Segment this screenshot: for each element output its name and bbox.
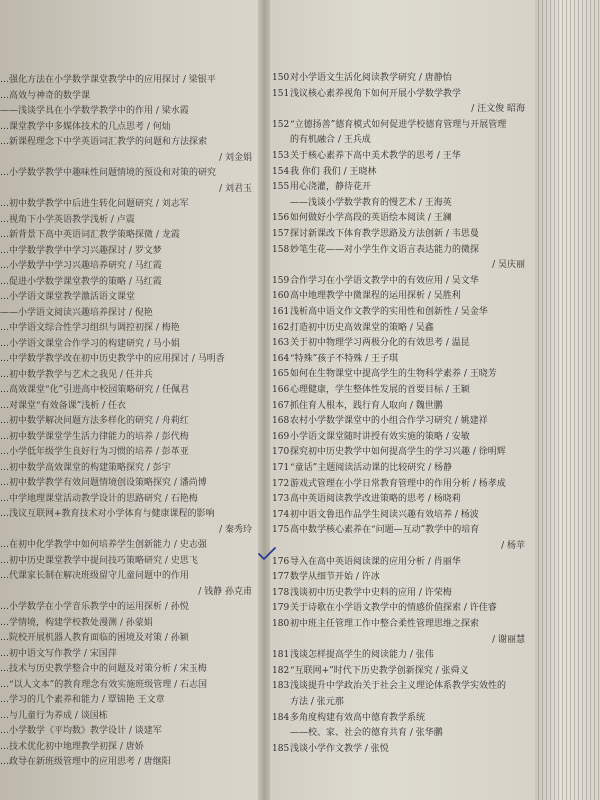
checkmark-icon	[258, 547, 276, 561]
toc-entry-title: 抓住育人根本，践行育人取向 / 魏世鹏	[290, 400, 443, 411]
toc-entry	[272, 244, 535, 256]
toc-entry-title: 小学语文课堂随时讲授有效实施的策略 / 安敏	[290, 431, 470, 442]
toc-entry-title: 多角度构建有效高中德育教学系统	[290, 712, 426, 723]
toc-entry	[272, 743, 535, 755]
toc-page-number: 150	[272, 73, 290, 83]
toc-entry-left: …初中数学教学中后进生转化问题研究 / 刘志军	[0, 199, 189, 209]
toc-entry-left: …强化方法在小学数学课堂教学中的应用探讨 / 梁银平	[0, 75, 216, 85]
toc-page-number: 160	[272, 291, 290, 302]
toc-entry-left: ——小学语文阅读兴趣培养探讨 / 倪艳	[0, 307, 153, 318]
toc-entry	[272, 384, 535, 396]
toc-entry-title: 高中数学核心素养在“问题—互动”教学中的培育	[290, 525, 480, 536]
toc-entry-left: …中学数学教学中学习兴趣探讨 / 罗文梦	[0, 245, 162, 256]
toc-entry	[272, 509, 535, 521]
toc-entry-left: …中学语文综合性学习组织与调控初探 / 梅艳	[0, 323, 180, 333]
toc-entry	[272, 212, 535, 224]
toc-entry-left: / 刘君玉	[219, 183, 252, 194]
toc-entry-title: 打造初中历史高效课堂的策略 / 吴鑫	[290, 322, 434, 333]
toc-entry-title: 合作学习在小学语文教学中的有效应用 / 吴文华	[290, 275, 479, 286]
toc-entry-title: 如何做好小学高段的英语绘本阅读 / 王澜	[290, 213, 452, 224]
toc-entry	[272, 166, 535, 178]
toc-page-number: 153	[272, 151, 290, 161]
toc-page-number: 159	[272, 275, 290, 286]
toc-entry-title: 关于诗歌在小学语文教学中的情感价值探索 / 许佳睿	[290, 603, 497, 614]
toc-page-number: 158	[272, 244, 290, 255]
toc-entry-title: 初中班主任管理工作中整合柔性管理思维之探索	[290, 619, 480, 629]
toc-entry-left: …技术优化初中地理教学初探 / 唐娇	[0, 741, 144, 752]
toc-entry-left: …对课堂“有效备课”浅析 / 任衣	[0, 400, 126, 411]
toc-page-number: 184	[272, 712, 290, 723]
toc-entry-title: 高中英语阅读教学改进策略的思考 / 杨晓莉	[290, 494, 461, 505]
toc-entry-left: …学情境，构建学校教处漫测 / 孙蒙娟	[0, 617, 153, 628]
toc-entry	[272, 134, 535, 146]
toc-page-number: 167	[272, 400, 290, 411]
toc-page-number: 185	[272, 743, 290, 754]
toc-entry-left: …小学数学中学习兴趣培养研究 / 马红霞	[0, 261, 162, 271]
toc-entry-left: …小学低年级学生良好行为习惯的培养 / 彭革亚	[0, 447, 189, 457]
toc-page-number: 163	[272, 338, 290, 349]
toc-entry-title: 数学从细节开始 / 许冰	[290, 572, 380, 583]
toc-entry-title: 浅谈提升中学政治关于社会主义理论体系教学实效性的	[290, 681, 507, 692]
toc-entry-title: ——浅谈小学数学教育的慢艺术 / 王海英	[290, 197, 452, 208]
toc-entry	[272, 524, 535, 536]
toc-entry	[272, 462, 535, 474]
toc-entry	[272, 353, 535, 365]
toc-entry	[272, 337, 535, 349]
toc-page-number: 172	[272, 478, 290, 489]
toc-entry-title: “童话”主题阅读活动课的比较研究 / 杨静	[290, 463, 452, 473]
toc-entry	[272, 431, 535, 443]
toc-page-number: 170	[272, 447, 290, 458]
page-edges-shadow	[535, 0, 600, 800]
toc-entry-title: ——校、家、社会的德育共育 / 张华鹏	[290, 728, 443, 739]
toc-entry-left: …视角下小学英语教学浅析 / 卢震	[0, 214, 135, 225]
toc-entry-title: 游戏式管理在小学日常教育管理中的作用分析 / 杨孝成	[290, 478, 506, 489]
toc-entry-title: 初中语文鲁迅作品学生阅读兴趣有效培养 / 杨波	[290, 509, 479, 520]
toc-page-number: 180	[272, 619, 290, 629]
toc-entry-title: / 吴庆丽	[492, 260, 525, 271]
toc-page-number: 152	[272, 119, 290, 130]
toc-entry	[272, 696, 535, 708]
toc-entry-left: …新课程理念下中学英语词汇教学的问题和方法探索	[0, 137, 208, 147]
toc-entry-title: 探讨新课改下体育教学思路及方法创新 / 韦思曼	[290, 229, 479, 239]
toc-entry-left: …小学语文课堂教学激活语文课堂	[0, 292, 136, 302]
toc-page-number: 154	[272, 166, 290, 177]
toc-page-number: 157	[272, 229, 290, 239]
toc-entry-left: …中学地理课堂活动教学设计的思路研究 / 石艳梅	[0, 493, 198, 504]
toc-entry	[272, 181, 535, 193]
toc-page-number: 156	[272, 213, 290, 224]
toc-page-number: 171	[272, 463, 290, 473]
toc-entry-left: …促进小学数学课堂教学的策略 / 马红霞	[0, 276, 162, 287]
toc-entry	[272, 415, 535, 427]
toc-entry-title: 妙笔生花——对小学生作文语言表达能力的微探	[290, 244, 480, 255]
toc-entry-title: 浅谈怎样提高学生的阅读能力 / 张伟	[290, 650, 434, 661]
toc-entry-title: 高中地理教学中微课程的运用探析 / 吴胜利	[290, 291, 461, 302]
toc-entry	[272, 680, 535, 692]
toc-page-number: 168	[272, 416, 290, 427]
toc-entry	[272, 306, 535, 318]
toc-entry	[272, 540, 535, 552]
toc-page-number: 169	[272, 431, 290, 442]
toc-entry-title: 我 你们 我们 / 王晓林	[290, 166, 377, 177]
toc-entry-title: 对小学语文生活化阅读教学研究 / 唐静怡	[290, 73, 452, 83]
toc-entry-title: 用心浇灌，静待花开	[290, 182, 372, 193]
toc-entry-title: 浅谈小学作文教学 / 张悦	[290, 743, 389, 754]
toc-page-number: 165	[272, 369, 290, 380]
toc-entry	[272, 634, 535, 646]
toc-entry	[272, 103, 535, 115]
toc-entry-left: …初中数学教学与艺术之我见 / 任井兵	[0, 369, 153, 380]
toc-entry	[272, 571, 535, 583]
toc-entry	[272, 602, 535, 614]
toc-entry-title: “立德扬善”德育模式如何促进学校德育管理与开展管理	[290, 119, 507, 130]
right-page	[270, 0, 535, 800]
toc-entry-left: …初中历史课堂教学中提问技巧策略研究 / 史思飞	[0, 555, 198, 566]
toc-entry-left: …新背景下高中英语词汇教学策略探微 / 龙霞	[0, 230, 180, 240]
toc-page-number: 151	[272, 88, 290, 99]
toc-entry-left: …初中数学高效课堂的构建策略探究 / 彭宇	[0, 462, 171, 473]
toc-entry	[272, 72, 535, 84]
toc-entry-title: “特殊”孩子不特殊 / 王子琪	[290, 353, 398, 364]
toc-entry	[272, 587, 535, 599]
toc-entry-title: 导入在高中英语阅读课的应用分析 / 肖丽华	[290, 556, 461, 567]
toc-page-number: 164	[272, 353, 290, 364]
toc-entry-left: …政导在新班级管理中的应用思考 / 唐继阳	[0, 757, 171, 767]
toc-entry-left: …学习的几个素养和能力 / 覃锦艳 王文章	[0, 695, 165, 705]
toc-entry-left: …小学数学在小学音乐教学中的运用探析 / 孙悦	[0, 602, 189, 612]
toc-page-number: 183	[272, 681, 290, 692]
toc-entry	[272, 150, 535, 162]
toc-page-number: 182	[272, 665, 290, 676]
toc-entry-title: 方法 / 张元那	[290, 697, 344, 707]
toc-entry-title: 如何在生物课堂中提高学生的生物科学素养 / 王晓芳	[290, 369, 497, 380]
toc-page-number: 173	[272, 494, 290, 505]
toc-entry	[272, 119, 535, 131]
toc-entry-title: 农村小学数学课堂中的小组合作学习研究 / 姚建祥	[290, 416, 488, 427]
toc-page-number: 162	[272, 322, 290, 333]
toc-entry-left: …小学数学教学中趣味性问题情境的预设和对策的研究	[0, 168, 217, 178]
toc-entry-left: …高效课堂“化”引进高中校园策略研究 / 任佩君	[0, 385, 189, 395]
toc-entry	[272, 446, 535, 458]
toc-entry	[272, 493, 535, 505]
toc-entry-left: …院校开展机器人教育面临的困境及对策 / 孙颖	[0, 633, 189, 643]
toc-entry-title: / 谢丽慧	[492, 634, 525, 645]
toc-entry-title: “互联网+”时代下历史教学创新探究 / 张舜义	[290, 665, 469, 676]
toc-page-number: 166	[272, 385, 290, 395]
toc-entry	[272, 228, 535, 240]
toc-page-number: 179	[272, 603, 290, 614]
toc-entry-title: / 汪文俊 昭海	[471, 104, 525, 115]
toc-entry	[272, 322, 535, 334]
toc-page-number: 177	[272, 572, 290, 583]
toc-entry-left: …中学数学教学改在初中历史教学中的应用探讨 / 马明香	[0, 354, 225, 364]
toc-page-number: 155	[272, 182, 290, 193]
toc-entry-left: …初中数学教学有效问题情境创设策略探究 / 潘尚博	[0, 478, 207, 488]
toc-entry	[272, 197, 535, 209]
toc-entry-left: ——浅谈学具在小学数学教学中的作用 / 梁水霞	[0, 106, 189, 116]
toc-entry-left: …初中语文写作教学 / 宋国萍	[0, 648, 117, 659]
toc-entry-left: …课堂教学中多媒体技术的几点思考 / 何灿	[0, 121, 171, 132]
toc-page-number: 174	[272, 509, 290, 520]
toc-entry-left: …“以人文本”的教育理念有效实施班级管理 / 石志国	[0, 679, 207, 690]
toc-entry-left: …浅议互联网+教育技术对小学体育与健康课程的影响	[0, 509, 215, 519]
toc-entry	[272, 275, 535, 287]
toc-entry	[272, 368, 535, 380]
toc-entry-title: 浅谈初中历史教学中史料的应用 / 许荣梅	[290, 587, 452, 598]
toc-entry-title: 探究初中历史教学中如何提高学生的学习兴趣 / 徐明辉	[290, 447, 506, 458]
left-page	[0, 0, 260, 800]
toc-entry-left: …初中数学课堂学生活力律能力的培养 / 彭代梅	[0, 431, 189, 442]
toc-entry-left: / 钱静 孙克甫	[198, 586, 252, 597]
toc-entry-title: 的有机融合 / 王兵成	[290, 135, 371, 146]
toc-page-number: 175	[272, 525, 290, 536]
toc-entry-left: …技术与历史教学整合中的问题及对策分析 / 宋玉梅	[0, 664, 207, 674]
toc-entry	[272, 290, 535, 302]
toc-entry-left: …与儿童行为养成 / 谈国栋	[0, 710, 108, 721]
toc-entry	[272, 259, 535, 271]
toc-entry	[272, 556, 535, 568]
toc-entry-left: / 秦秀玲	[219, 524, 252, 535]
toc-entry-title: 浅析高中语文作文教学的实用性和创新性 / 吴金华	[290, 307, 488, 317]
toc-entry-title: 心理健康，学生整体性发展的首要目标 / 王颖	[290, 385, 470, 395]
toc-entry-left: / 刘金娟	[219, 152, 252, 163]
toc-entry	[272, 618, 535, 630]
toc-entry	[272, 478, 535, 490]
toc-entry	[272, 400, 535, 412]
toc-entry-left: …小学数学《平均数》教学设计 / 谈建军	[0, 726, 162, 736]
toc-entry-title: 关于初中物理学习两极分化的有效思考 / 温昆	[290, 338, 470, 349]
toc-entry-left: …代课家长制在解决班级留守儿童问题中的作用	[0, 571, 190, 581]
toc-page-number: 161	[272, 307, 290, 317]
toc-entry-title: 关于核心素养下高中美术教学的思考 / 王华	[290, 151, 461, 161]
toc-page-number: 181	[272, 650, 290, 661]
toc-page-number: 176	[272, 556, 290, 567]
toc-entry-title: 浅议核心素养视角下如何开展小学数学教学	[290, 88, 462, 99]
toc-entry-left: …高效与神奇的数学课	[0, 90, 91, 101]
toc-entry-left: …小学语文课堂合作学习的构建研究 / 马小娟	[0, 338, 180, 349]
toc-entry	[272, 88, 535, 100]
toc-entry	[272, 727, 535, 739]
toc-entry-title: / 杨苹	[501, 541, 525, 551]
toc-page-number: 178	[272, 587, 290, 598]
toc-entry-left: …初中数学解决问题方法多样化的研究 / 舟莉红	[0, 416, 189, 426]
toc-entry-left: …在初中化学教学中如何培养学生创新能力 / 史志强	[0, 540, 207, 550]
toc-entry	[272, 649, 535, 661]
toc-entry	[272, 665, 535, 677]
toc-entry	[272, 712, 535, 724]
